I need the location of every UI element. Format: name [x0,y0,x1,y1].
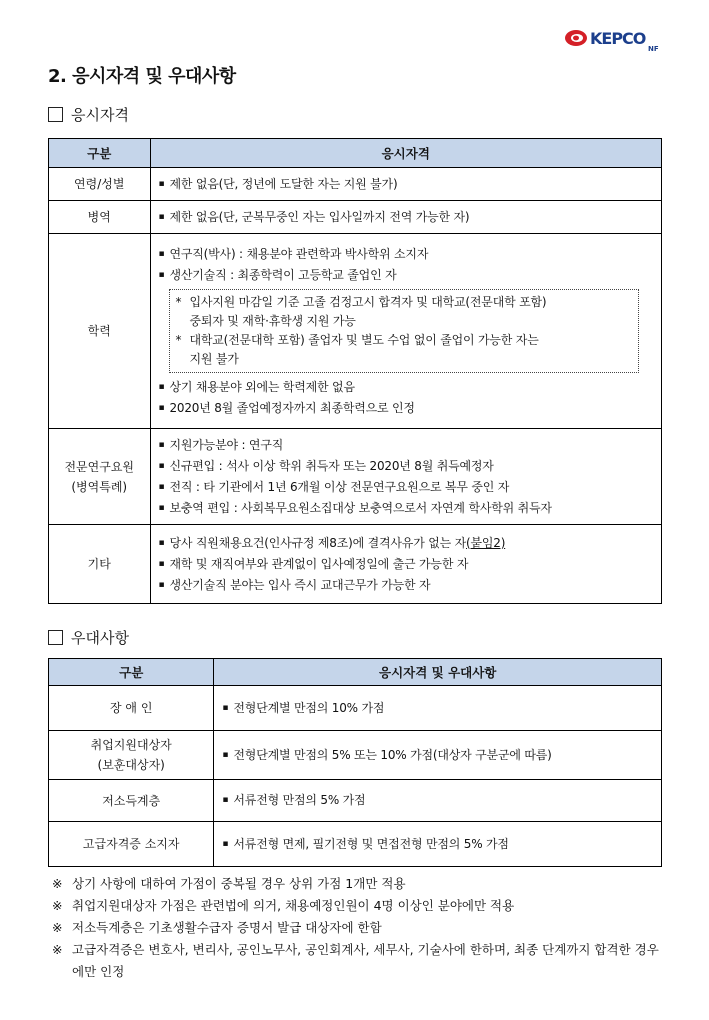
column-header: 구분 [49,139,151,168]
list-item: ▪ 전형단계별 만점의 5% 또는 10% 가점(대상자 구분군에 따름) [222,747,552,762]
square-icon [48,107,63,122]
list-item: ▪ 2020년 8월 졸업예정자까지 최종학력으로 인정 [158,400,415,415]
row-label: 장 애 인 [49,686,214,731]
list-item: ▪ 연구직(박사) : 채용분야 관련학과 박사학위 소지자 [158,246,429,261]
logo-text: KEPCO [590,29,646,48]
table-row [49,525,662,604]
footnote: ※ 취업지원대상자 가점은 관련법에 의거, 채용예정인원이 4명 이상인 분야에만 적용 [52,898,515,913]
footnote: ※ 고급자격증은 변호사, 변리사, 공인노무사, 공인회계사, 세무사, 기술사에 한하며, 최종 단계까지 합격한 경우에만 인정 [52,942,659,979]
section-heading-eligibility [48,104,129,125]
section-heading-text: 응시자격 [71,106,129,124]
table-row [49,780,662,822]
row-content [214,822,662,867]
list-item: ▪ 생산기술직 분야는 입사 즉시 교대근무가 가능한 자 [158,577,431,592]
row-content [150,429,662,525]
row-label [49,731,214,780]
note-item: * 대학교(전문대학 포함) 졸업자 및 별도 수업 없이 졸업이 가능한 자는 [175,332,539,347]
row-label-line: 취업지원대상자 [90,738,172,752]
table-row [49,822,662,867]
list-item: ▪ 생산기술직 : 최종학력이 고등학교 졸업인 자 [158,267,397,282]
list-item: ▪ 지원가능분야 : 연구직 [158,437,284,452]
attachment-link[interactable]: (붙임2) [466,535,506,550]
list-item: ▪ 전직 : 타 기관에서 1년 6개월 이상 전문연구요원으로 복무 중인 자 [158,479,510,494]
row-label-line: (보훈대상자) [97,758,165,772]
column-header: 응시자격 [150,139,662,168]
row-content [150,234,662,429]
section-heading-text: 우대사항 [71,629,129,647]
row-label-line: 전문연구요원 [64,459,135,474]
row-label-line: (병역특례) [71,479,128,494]
table-header-row [49,659,662,686]
square-icon [48,630,63,645]
list-item: ▪ 제한 없음(단, 군복무중인 자는 입사일까지 전역 가능한 자) [158,209,470,224]
column-header: 응시자격 및 우대사항 [214,659,662,686]
table-row [49,201,662,234]
row-content [150,525,662,604]
row-label: 기타 [49,525,151,604]
list-item: ▪ 재학 및 재직여부와 관계없이 입사예정일에 출근 가능한 자 [158,556,469,571]
list-item: ▪ 당사 직원채용요건(인사규정 제8조)에 결격사유가 없는 자 (붙임2) [159,533,654,554]
kepco-swirl-icon [564,29,588,47]
table-row [49,429,662,525]
kepco-logo [564,27,664,53]
row-content [214,780,662,822]
footnotes [52,873,664,983]
row-label: 병역 [49,201,151,234]
column-header: 구분 [49,659,214,686]
row-content [214,686,662,731]
list-item: ▪ 전형단계별 만점의 10% 가점 [222,700,385,715]
list-item: ▪ 보충역 편입 : 사회복무요원소집대상 보충역으로서 자연계 학사학위 취득자 [158,500,552,515]
note-item-continued: 지원 불가 [189,351,239,366]
note-item-continued: 중퇴자 및 재학·휴학생 지원 가능 [189,313,356,328]
row-label [49,429,151,525]
list-item: ▪ 상기 채용분야 외에는 학력제한 없음 [158,379,355,394]
row-content [214,731,662,780]
table-row [49,168,662,201]
table-header-row [49,139,662,168]
section-heading-preferences [48,627,129,648]
table-row [49,234,662,429]
table-row [49,686,662,731]
list-item: ▪ 서류전형 면제, 필기전형 및 면접전형 만점의 5% 가점 [222,836,509,851]
note-box [169,289,640,373]
eligibility-table [48,138,662,604]
row-label: 학력 [49,234,151,429]
list-item: ▪ 서류전형 만점의 5% 가점 [222,793,366,807]
page-title: 2. 응시자격 및 우대사항 [48,66,236,87]
row-label: 연령/성별 [49,168,151,201]
row-label: 저소득계층 [49,780,214,822]
list-item: ▪ 제한 없음(단, 정년에 도달한 자는 지원 불가) [158,176,398,191]
row-label: 고급자격증 소지자 [49,822,214,867]
logo-subtext: NF [648,45,659,53]
row-content [150,168,662,201]
note-item: * 입사지원 마감일 기준 고졸 검정고시 합격자 및 대학교(전문대학 포함) [175,294,547,309]
footnote: ※ 저소득계층은 기초생활수급자 증명서 발급 대상자에 한함 [52,920,382,935]
list-item: ▪ 신규편입 : 석사 이상 학위 취득자 또는 2020년 8월 취득예정자 [158,458,494,473]
table-row [49,731,662,780]
footnote: ※ 상기 사항에 대하여 가점이 중복될 경우 상위 가점 1개만 적용 [52,876,406,891]
preferences-table [48,658,662,867]
row-content [150,201,662,234]
